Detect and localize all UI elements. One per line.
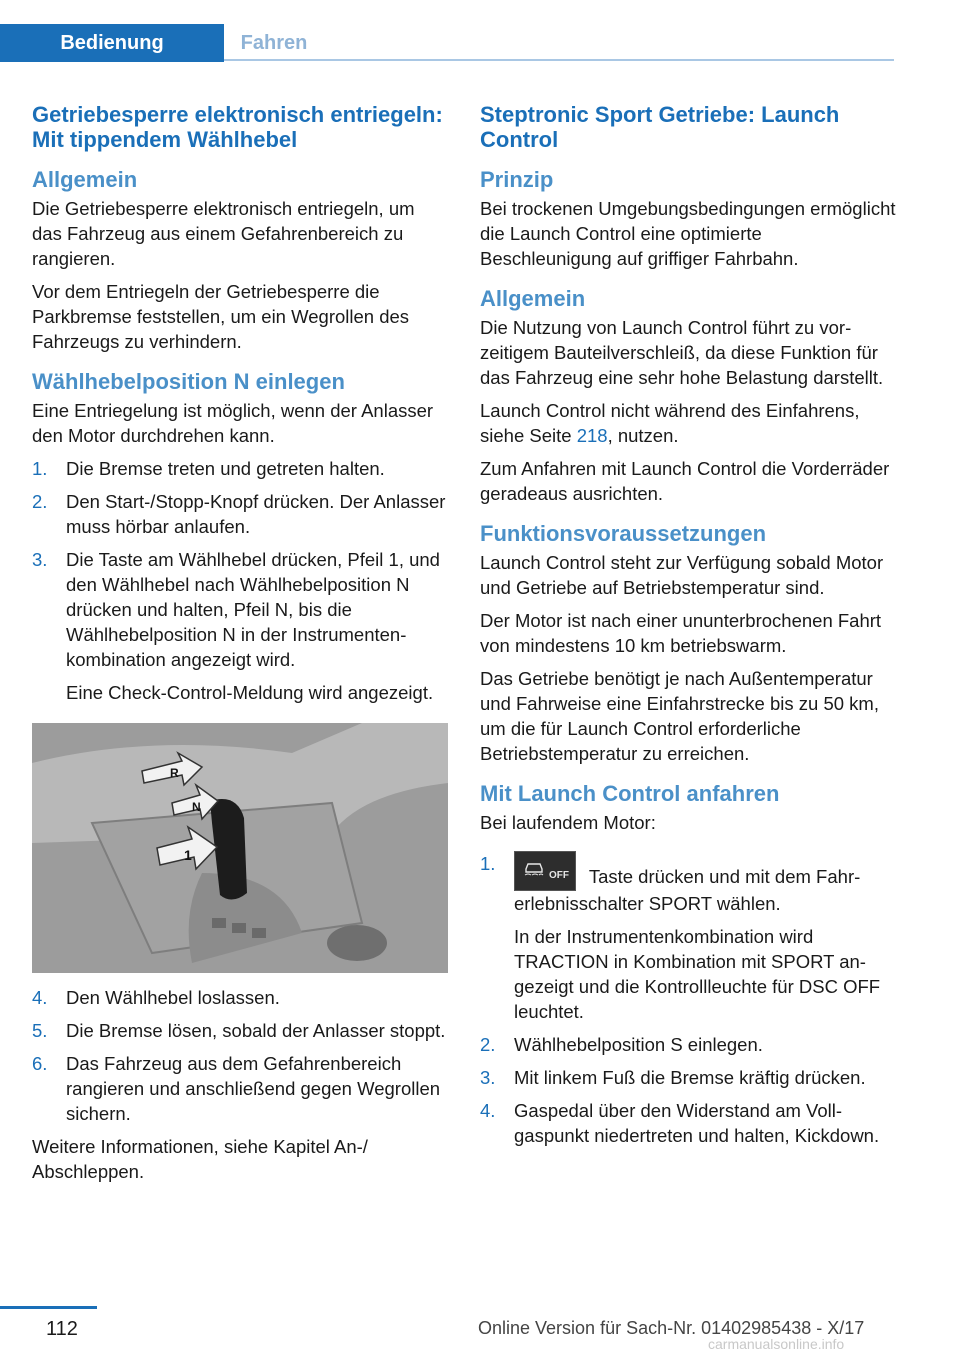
heading-waehlhebelposition-n: Wählhebelposition N einlegen	[32, 369, 345, 394]
list-item	[480, 851, 898, 1024]
paragraph	[480, 398, 898, 448]
paragraph: Eine Entriegelung ist möglich, wenn der Anlasser den Motor durchdrehen kann.	[32, 400, 434, 446]
heading-allgemein: Allgemein	[480, 286, 586, 311]
list-item	[32, 1051, 448, 1126]
paragraph: Das Getriebe benötigt je nach Außentemperatur und Fahrweise eine Einfahrstrecke bis zu 50 km, um die für Launch Control erforderliche Betriebstemperatur zu erreichen.	[480, 668, 879, 764]
step-text: Den Wählhebel loslassen.	[66, 987, 280, 1008]
step-text: Die Bremse treten und getreten halten.	[66, 458, 385, 479]
step-text: Taste drücken und mit dem Fahrerlebnisschalter SPORT wählen.	[514, 866, 861, 914]
heading-funktionsvoraussetzungen: Funktionsvoraussetzungen	[480, 521, 767, 546]
step-subtext: In der Instrumentenkombination wird TRACTION in Kombination mit SPORT angezeigt und die Kontrollleuchte für DSC OFF leuchtet.	[514, 926, 881, 1022]
list-item	[32, 1018, 448, 1043]
text-segment: Launch Control nicht während des Einfahrens, siehe Seite	[480, 400, 860, 446]
paragraph: Die Nutzung von Launch Control führt zu vorzeitigem Bauteilverschleiß, da diese Funktion für das Fahrzeug eine sehr hohe Belastung darstellt.	[480, 317, 884, 388]
launch-steps-list	[480, 851, 898, 1148]
step-number: 2.	[32, 491, 48, 512]
step-number: 5.	[32, 1020, 48, 1041]
photo-label-r: R	[170, 766, 179, 780]
steps-list-a	[32, 456, 448, 705]
step-text: Den Start-/Stopp-Knopf drücken. Der Anlasser muss hörbar anlaufen.	[66, 491, 446, 537]
online-version-text: Online Version für Sach-Nr. 01402985438 - X/17	[478, 1318, 865, 1338]
paragraph: Die Getriebesperre elektronisch entriegeln, um das Fahrzeug aus einem Gefahrenbereich zu rangieren.	[32, 198, 415, 269]
page-number: 112	[46, 1318, 78, 1340]
paragraph: Bei trockenen Umgebungsbedingungen ermöglicht die Launch Control eine optimierte Beschleunigung auf griffiger Fahrbahn.	[480, 198, 896, 269]
dsc-off-button-icon	[514, 851, 576, 891]
step-text: Das Fahrzeug aus dem Gefahrenbereich rangieren und anschließend gegen Wegrollen sichern.	[66, 1053, 441, 1124]
text-segment: , nutzen.	[607, 425, 679, 446]
step-text: Wählhebelposition S einlegen.	[514, 1034, 763, 1055]
list-item	[480, 1098, 898, 1148]
car-traction-icon	[523, 860, 545, 876]
left-column	[32, 102, 448, 1192]
step-subtext: Eine Check-Control-Meldung wird angezeigt.	[66, 682, 434, 703]
steps-list-b	[32, 985, 448, 1126]
right-column	[480, 102, 898, 1156]
list-item	[32, 985, 448, 1010]
heading-prinzip: Prinzip	[480, 167, 554, 192]
footer-accent-line	[0, 1306, 97, 1309]
step-number: 1.	[480, 853, 496, 874]
photo-label-1: 1	[184, 847, 192, 863]
gear-selector-illustration	[32, 723, 448, 973]
heading-launch-control-anfahren: Mit Launch Control anfahren	[480, 781, 780, 806]
paragraph: Launch Control steht zur Verfügung sobald Motor und Getriebe auf Betriebstemperatur sind.	[480, 552, 884, 598]
gear-selector-photo	[32, 723, 448, 973]
list-item	[32, 489, 448, 539]
header-bar	[0, 0, 960, 62]
header-divider	[224, 59, 894, 61]
closing-paragraph: Weitere Informationen, siehe Kapitel An-/ Abschleppen.	[32, 1136, 368, 1182]
paragraph: Vor dem Entriegeln der Getriebesperre die Parkbremse feststellen, um ein Wegrollen des Fahrzeugs zu verhindern.	[32, 281, 410, 352]
list-item	[32, 547, 448, 705]
step-number: 6.	[32, 1053, 48, 1074]
paragraph: Der Motor ist nach einer ununterbrochenen Fahrt von mindestens 10 km betriebswarm.	[480, 610, 882, 656]
step-number: 4.	[480, 1100, 496, 1121]
step-number: 3.	[32, 549, 48, 570]
right-section-title: Steptronic Sport Getriebe: Launch Control	[480, 102, 840, 152]
tab-bedienung[interactable]: Bedienung	[0, 24, 224, 62]
step-text: Gaspedal über den Widerstand am Vollgaspunkt niedertreten und halten, Kickdown.	[514, 1100, 880, 1146]
off-label: OFF	[549, 870, 569, 881]
paragraph: Bei laufendem Motor:	[480, 812, 656, 833]
photo-label-n: N	[192, 800, 201, 814]
step-number: 4.	[32, 987, 48, 1008]
tab-fahren[interactable]: Fahren	[240, 31, 308, 54]
heading-allgemein: Allgemein	[32, 167, 138, 192]
step-number: 3.	[480, 1067, 496, 1088]
left-section-title: Getriebesperre elektronisch entriegeln: Mit tippendem Wählhebel	[32, 102, 443, 152]
step-text: Die Bremse lösen, sobald der Anlasser stoppt.	[66, 1020, 446, 1041]
list-item	[480, 1065, 898, 1090]
list-item	[32, 456, 448, 481]
watermark: carmanualsonline.info	[708, 1336, 845, 1352]
list-item	[480, 1032, 898, 1057]
paragraph: Zum Anfahren mit Launch Control die Vorderräder geradeaus ausrichten.	[480, 458, 890, 504]
step-number: 1.	[32, 458, 48, 479]
page-reference-link[interactable]: 218	[576, 425, 608, 446]
step-text: Die Taste am Wählhebel drücken, Pfeil 1, und den Wählhebel nach Wählhebelposition N drücken und halten, Pfeil N, bis die Wählhebelposition N in der Instrumentenkombination angezeigt wird.	[66, 549, 440, 670]
step-text: Mit linkem Fuß die Bremse kräftig drücken.	[514, 1067, 866, 1088]
step-number: 2.	[480, 1034, 496, 1055]
